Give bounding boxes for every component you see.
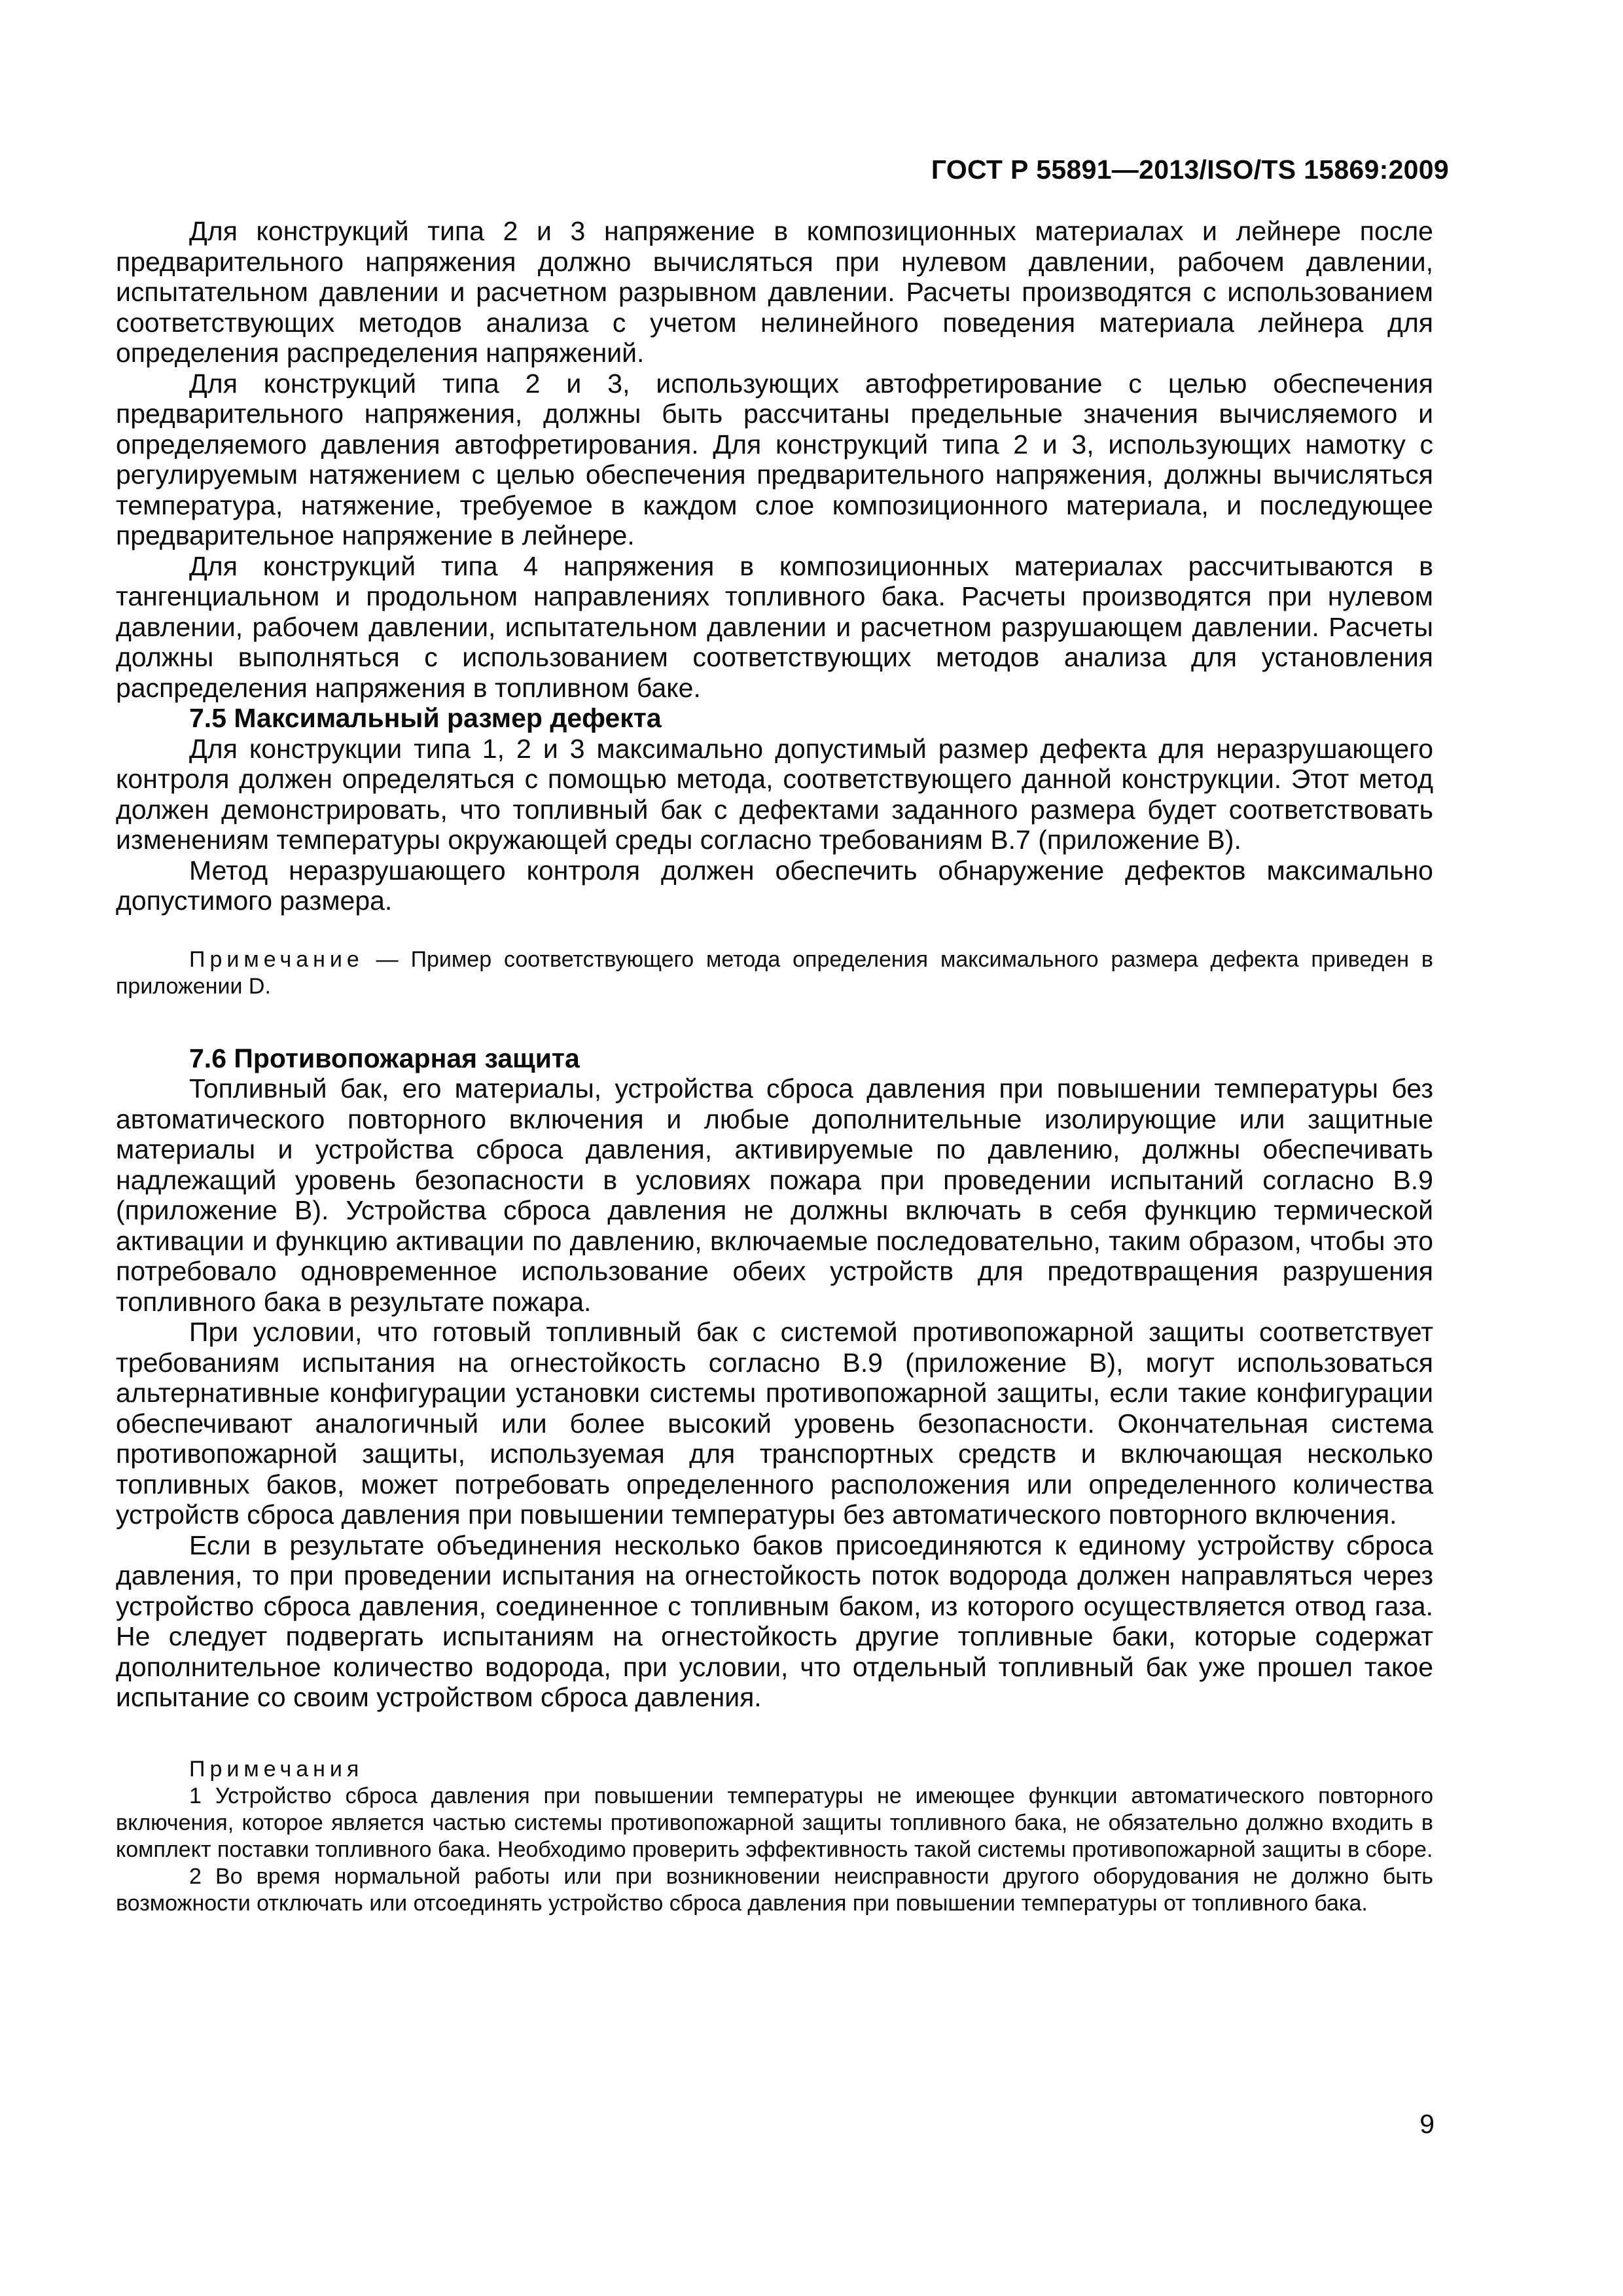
note-1: 1 Устройство сброса давления при повышении температуры не имеющее функции автоматического повторного включения, которое является частью системы противопожарной защиты топливного бака, не обязательно должно входить в комплект поставки топливного бака. Необходимо проверить эффективность такой системы противопожарной защиты в сборе. [116,1783,1433,1862]
page-number: 9 [1419,2109,1435,2139]
spacer [116,1000,1433,1043]
paragraph-fire-protection: Топливный бак, его материалы, устройства сброса давления при повышении температуры без автоматического повторного включения и любые дополнительные изолирующие или защитные материалы и устройства сброса давления, активируемые по давлению, должны обеспечивать надлежащий уровень безопасности в условиях пожара при проведении испытаний согласно В.9 (приложение В). Устройства сброса давления не должны включать в себя функцию термической активации и функцию активации по давлению, включаемые последовательно, таким образом, чтобы это потребовало одновременное использование обеих устройств для предотвращения разрушения топливного бака в результате пожара. [116,1073,1433,1317]
paragraph-autofrettage: Для конструкций типа 2 и 3, использующих автофретирование с целью обеспечения предварительного напряжения, должны быть рассчитаны предельные значения вычисляемого и определяемого давления автофретирования. Для конструкций типа 2 и 3, использующих намотку с регулируемым натяжением с целью обеспечения предварительного напряжения, должны вычисляться температура, натяжение, требуемое в каждом слое композиционного материала, и последующее предварительное напряжение в лейнере. [116,368,1433,550]
notes-heading: Примечания [189,1756,364,1782]
paragraph-type-4-stress: Для конструкций типа 4 напряжения в композиционных материалах рассчитываются в тангенциальном и продольном направлениях топливного бака. Расчеты производятся при нулевом давлении, рабочем давлении, испытательном давлении и расчетном разрушающем давлении. Расчеты должны выполняться с использованием соответствующих методов анализа для установления распределения напряжения в топливном баке. [116,550,1433,703]
note-2: 2 Во время нормальной работы или при возникновении неисправности другого оборудования не должно быть возможности отключать или отсоединять устройство сброса давления при повышении температуры от топливного бака. [116,1863,1433,1916]
note-label: Примечание [189,946,364,972]
paragraph-ndt-method: Метод неразрушающего контроля должен обеспечить обнаружение дефектов максимально допустимого размера. [116,855,1433,916]
note-defect [116,946,1433,1000]
spacer [116,916,1433,946]
paragraph-alternative-configurations: При условии, что готовый топливный бак с системой противопожарной защиты соответствует требованиям испытания на огнестойкость согласно В.9 (приложение В), могут использоваться альтернативные конфигурации установки системы противопожарной защиты, если такие конфигурации обеспечивают аналогичный или более высокий уровень безопасности. Окончательная система противопожарной защиты, используемая для транспортных средств и включающая несколько топливных баков, может потребовать определенного расположения или определенного количества устройств сброса давления при повышении температуры без автоматического повторного включения. [116,1317,1433,1530]
paragraph-defect-size: Для конструкции типа 1, 2 и 3 максимально допустимый размер дефекта для неразрушающего контроля должен определяться с помощью метода, соответствующего данной конструкции. Этот метод должен демонстрировать, что топливный бак с дефектами заданного размера будет соответствовать изменениям температуры окружающей среды согласно требованиям В.7 (приложение В). [116,733,1433,855]
note-text: — Пример соответствующего метода определения максимального размера дефекта приведен в приложении D. [116,946,1433,999]
document-body [116,216,1433,1917]
paragraph-type-2-3-stress: Для конструкций типа 2 и 3 напряжение в композиционных материалах и лейнере после предварительного напряжения должно вычисляться при нулевом давлении, рабочем давлении, испытательном давлении и расчетном разрывном давлении. Расчеты производятся с использованием соответствующих методов анализа с учетом нелинейного поведения материала лейнера для определения распределения напряжений. [116,216,1433,368]
section-heading-7-6: 7.6 Противопожарная защита [189,1043,580,1073]
spacer [116,1713,1433,1756]
paragraph-combined-tanks: Если в результате объединения несколько баков присоединяются к единому устройству сброса давления, то при проведении испытания на огнестойкость поток водорода должен направляться через устройство сброса давления, соединенное с топливным баком, из которого осуществляется отвод газа. Не следует подвергать испытаниям на огнестойкость другие топливные баки, которые содержат дополнительное количество водорода, при условии, что отдельный топливный бак уже прошел такое испытание со своим устройством сброса давления. [116,1530,1433,1712]
section-heading-7-5: 7.5 Максимальный размер дефекта [189,703,662,733]
standard-header: ГОСТ Р 55891—2013/ISO/TS 15869:2009 [931,154,1449,185]
